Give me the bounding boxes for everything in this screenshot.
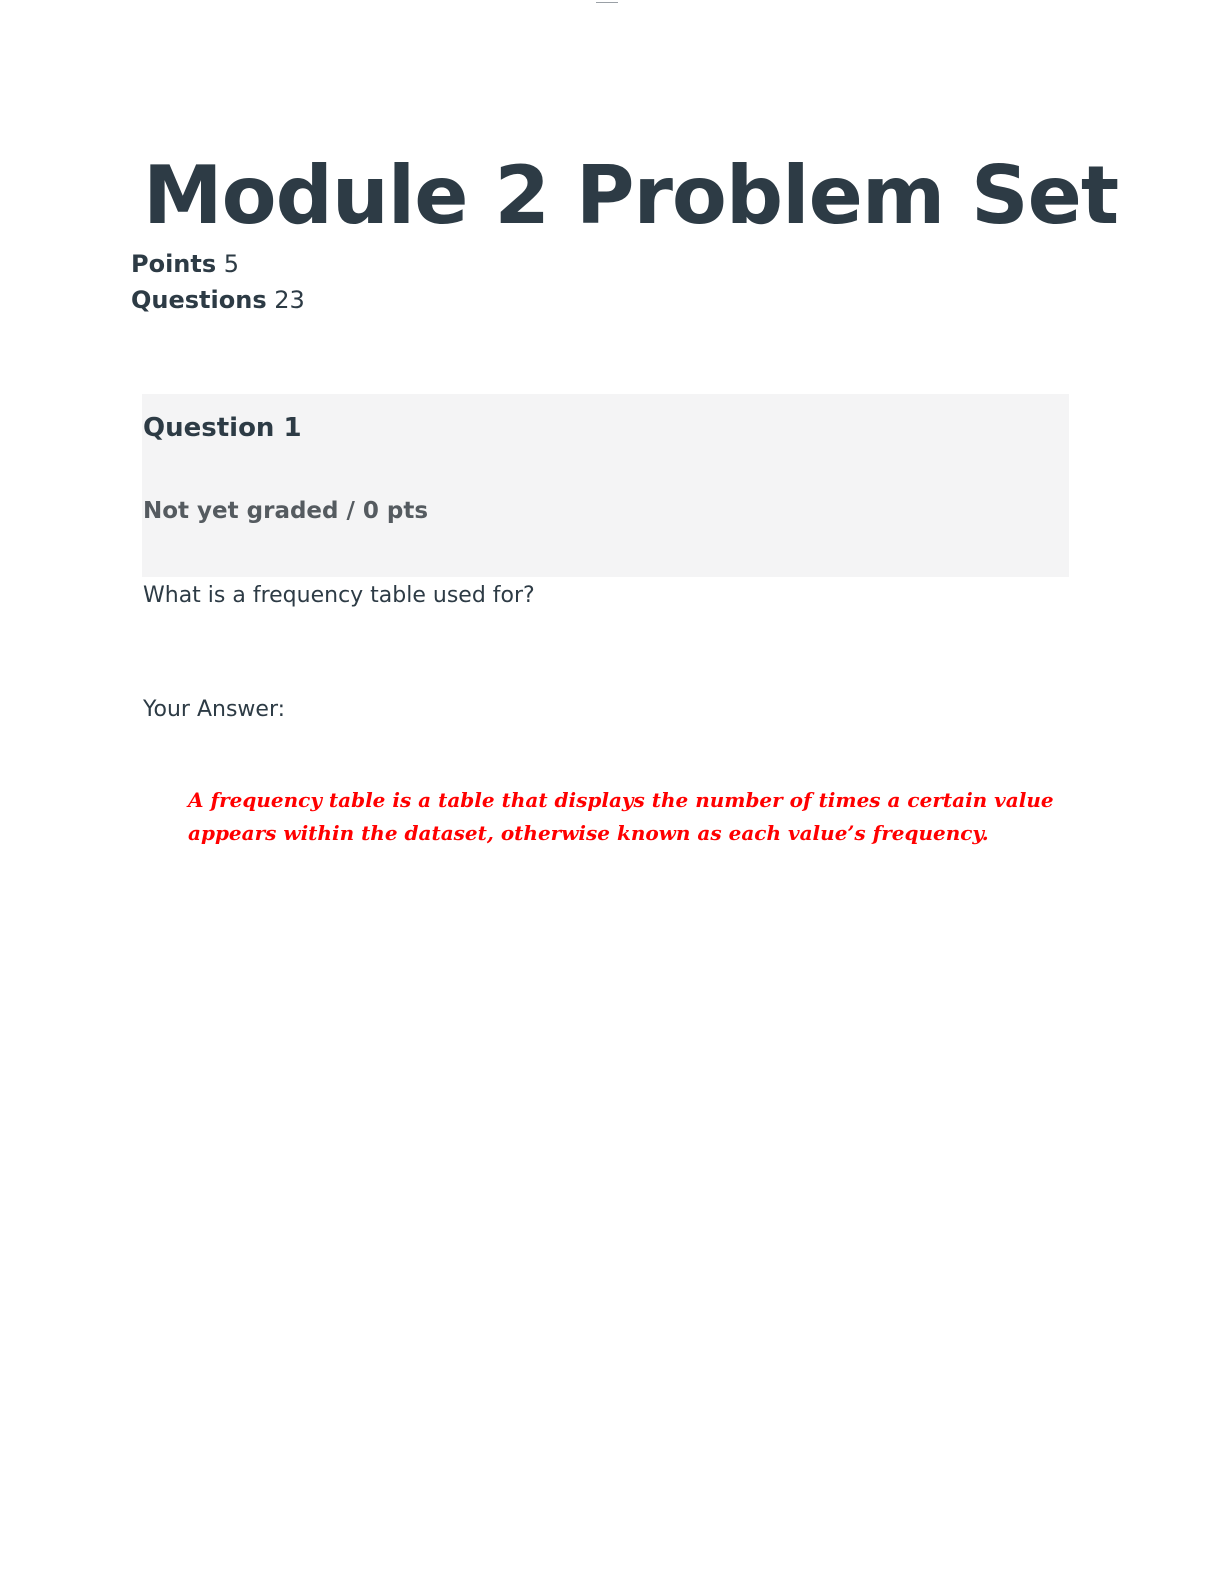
answer-text: A frequency table is a table that displays the number of times a certain value appears within the dataset, otherwise known as each value’s frequency.: [188, 788, 1054, 845]
points-info: [131, 248, 239, 280]
points-value: 5: [223, 250, 240, 278]
questions-info: [131, 284, 305, 316]
questions-label: Questions: [131, 286, 267, 314]
points-label: Points: [131, 250, 217, 278]
page-title: Module 2 Problem Set: [143, 149, 1119, 242]
question-header: [142, 394, 1069, 577]
page-top-mark: [596, 0, 618, 3]
grade-status: Not yet graded / 0 pts: [143, 498, 429, 524]
answer-label: Your Answer:: [143, 697, 286, 722]
question-prompt: What is a frequency table used for?: [143, 583, 535, 608]
questions-value: 23: [274, 286, 305, 314]
question-title: Question 1: [143, 413, 302, 443]
